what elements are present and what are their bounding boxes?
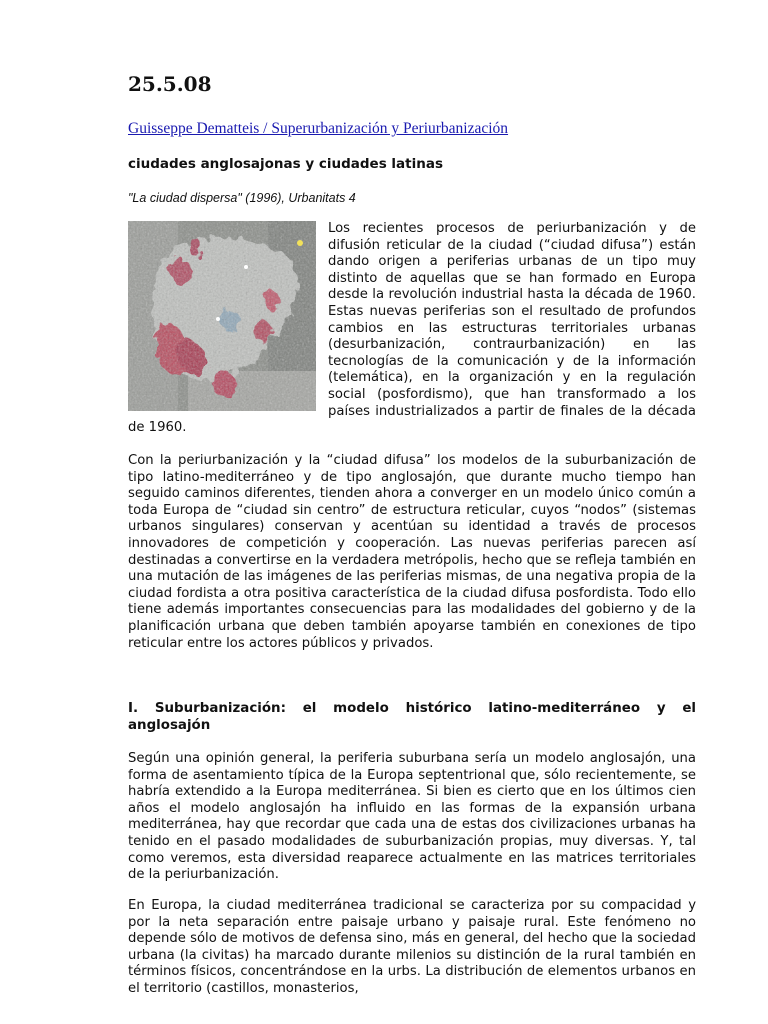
paragraph-4: En Europa, la ciudad mediterránea tradicional se caracteriza por su compacidad y por la neta separación entre paisaje urbano y paisaje rural. Este fenómeno no depende sólo de motivos de defensa sino, más en general, del hecho que la sociedad urbana (la civitas) ha marcado durante milenios su distinción de la rural también en términos físicos, concentrándose en la urbs. La distribución de elementos urbanos en el territorio (castillos, monasterios,: [128, 898, 696, 996]
source-citation: "La ciudad dispersa" (1996), Urbanitats 4: [128, 191, 356, 205]
satellite-map-image: [128, 221, 316, 411]
paragraph-3: Según una opinión general, la periferia suburbana sería un modelo anglosajón, una forma de asentamiento típica de la Europa septentrional que, sólo recientemente, se habría extendido a la Europa mediterránea. Si bien es cierto que en los últimos cien años el modelo anglosajón ha influido en las formas de la expansión urbana mediterránea, hay que recordar que cada una de estas dos civilizaciones urbanas ha tenido en el pasado modalidades de suburbanización propias, muy diversas. Y, tal como veremos, esta diversidad reaparece actualmente en las matrices territoriales de la periurbanización.: [128, 751, 696, 883]
paragraph-1: Los recientes procesos de periurbanización y de difusión reticular de la ciudad (“ciudad difusa”) están dando origen a periferias urbanas de un tipo muy distinto de aquellas que se han formado en Europa desde la revolución industrial hasta la década de 1960. Estas nuevas periferias son el resultado de profundos cambios en las estructuras territoriales urbanas (desurbanización, contraurbanización) en las tecnologías de la comunicación y de la información (telemática), en la organización y en la regulación social (posfordismo), que han transformado a los países industrializados a partir de finales de la década de 1960.: [128, 221, 696, 436]
article-title-link[interactable]: Guisseppe Dematteis / Superurbanización y Periurbanización: [128, 120, 509, 137]
article-subtitle: ciudades anglosajonas y ciudades latinas: [128, 156, 444, 172]
post-date: 25.5.08: [128, 72, 212, 96]
section-heading: I. Suburbanización: el modelo histórico latino-mediterráneo y el anglosajón: [128, 701, 696, 733]
paragraph-2: Con la periurbanización y la “ciudad difusa” los modelos de la suburbanización de tipo latino-mediterráneo y de tipo anglosajón, que durante mucho tiempo han seguido caminos diferentes, tienden ahora a converger en un modelo único común a toda Europa de “ciudad sin centro” de estructura reticular, cuyos “nodos” (sistemas urbanos singulares) conservan y acentúan su identidad a través de procesos innovadores de competición y cooperación. Las nuevas periferias parecen así destinadas a convertirse en la verdadera metrópolis, hecho que se refleja también en una mutación de las imágenes de las periferias mismas, de una negativa propia de la ciudad fordista a otra positiva característica de la ciudad difusa posfordista. Todo ello tiene además importantes consecuencias para las modalidades del gobierno y de la planificación urbana que deben también apoyarse también en conexiones de tipo reticular entre los actores públicos y privados.: [128, 453, 696, 651]
paragraph-1-block: [128, 221, 696, 437]
